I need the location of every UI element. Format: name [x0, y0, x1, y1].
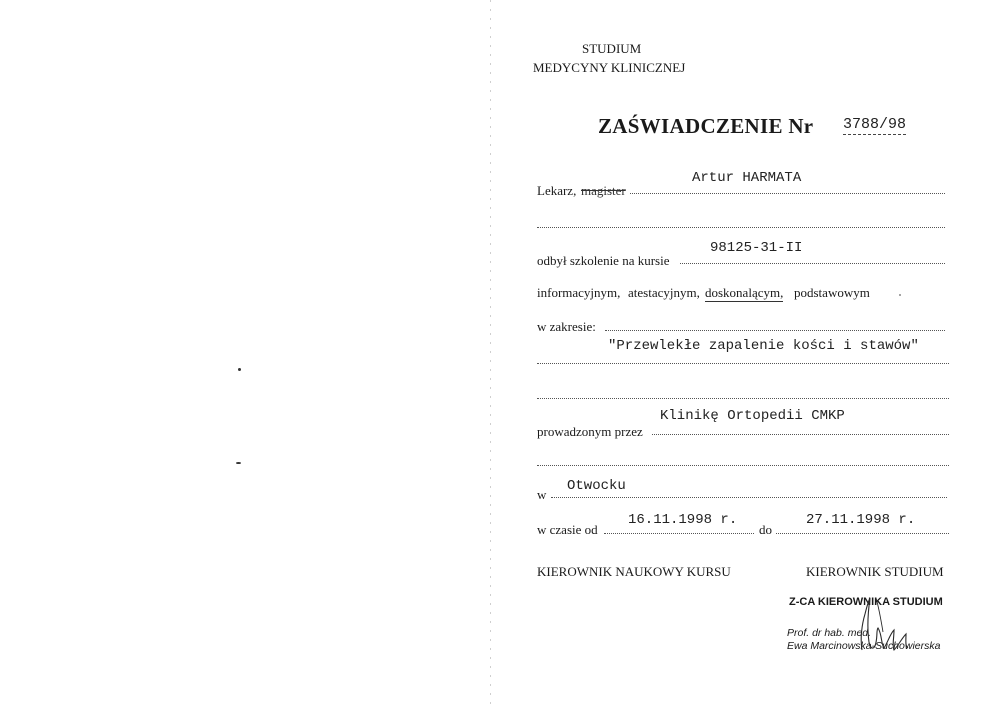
course-head-label: KIEROWNIK NAUKOWY KURSU: [537, 564, 731, 579]
course-number: 98125-31-II: [710, 240, 803, 256]
course-type-atestacyjnym: atestacyjnym,: [628, 285, 700, 300]
doctor-crossed-title: magister: [581, 183, 626, 198]
conducted-dotted-line: [652, 433, 949, 435]
scope-value: "Przewlekłe zapalenie kości i stawów": [608, 338, 919, 354]
stamp-line2: Ewa Marcinowska-Suchowierska: [787, 640, 941, 652]
scope-dotted-line: [605, 329, 945, 331]
course-label: odbył szkolenie na kursie: [537, 253, 670, 268]
blank-dotted-line: [537, 226, 945, 228]
course-dotted-line: [680, 262, 945, 264]
stamp-line1: Prof. dr hab. med.: [787, 627, 872, 639]
stamp-title: Z-CA KIEROWNIKA STUDIUM: [789, 596, 943, 608]
period-label: w czasie od: [537, 522, 598, 537]
doctor-dotted-line: [630, 192, 945, 194]
scan-speck: [236, 462, 241, 464]
doctor-label: Lekarz,: [537, 183, 577, 198]
date-from: 16.11.1998 r.: [628, 512, 738, 528]
to-label: do: [759, 522, 772, 537]
handwritten-signature: [848, 594, 928, 664]
conducted-value: Klinikę Ortopedii CMKP: [660, 408, 845, 424]
conducted-dotted-line-2: [537, 464, 949, 466]
date-from-dotted-line: [604, 532, 754, 534]
conducted-label: prowadzonym przez: [537, 424, 643, 439]
doctor-name: Artur HARMATA: [692, 170, 802, 186]
location-dotted-line: [551, 496, 947, 498]
location-value: Otwocku: [567, 478, 626, 494]
course-type-doskonalacym: doskonalącym,: [705, 285, 784, 300]
scope-label: w zakresie:: [537, 319, 596, 334]
institution-line1: STUDIUM: [582, 41, 642, 56]
scan-speck: [238, 368, 241, 371]
certificate-number: 3788/98: [843, 116, 907, 133]
page-fold-line: [490, 0, 491, 707]
scope-dotted-line-2: [537, 362, 949, 364]
certificate-title: ZAŚWIADCZENIE Nr: [598, 114, 814, 138]
scope-dotted-line-3: [537, 397, 949, 399]
date-to-dotted-line: [776, 532, 949, 534]
date-to: 27.11.1998 r.: [806, 512, 916, 528]
institution-line2: MEDYCYNY KLINICZNEJ: [533, 60, 686, 75]
course-type-informacyjnym: informacyjnym,: [537, 285, 621, 300]
course-type-podstawowym: podstawowym: [794, 285, 870, 300]
scan-speck: [899, 294, 901, 296]
studium-head-label: KIEROWNIK STUDIUM: [806, 564, 944, 579]
location-label: w: [537, 487, 547, 502]
